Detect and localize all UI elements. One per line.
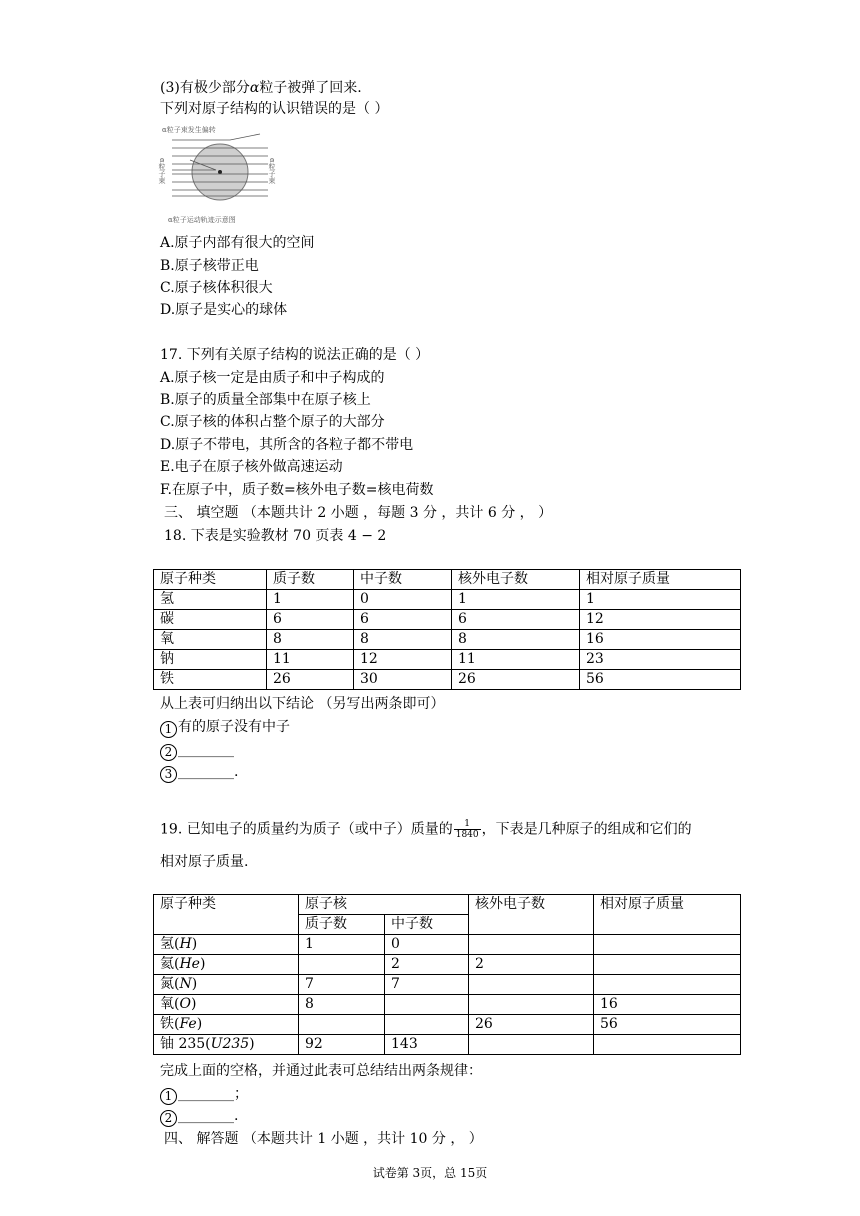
section-4-heading: 四、 解答题 （本题共计 1 小题 ，共计 10 分 ， ） xyxy=(164,1131,483,1147)
table-cell xyxy=(385,1015,469,1035)
table-cell: 11 xyxy=(267,650,354,670)
q16-option-d: D.原子是实心的球体 xyxy=(160,302,288,318)
table-row xyxy=(154,995,741,1015)
species-name: 铀 235 xyxy=(160,1036,206,1052)
table-header-cell: 中子数 xyxy=(385,915,469,935)
q18-conclusion-1 xyxy=(160,718,290,738)
table-header-row xyxy=(154,895,741,915)
table-cell: 7 xyxy=(385,975,469,995)
q16-item3 xyxy=(160,79,362,97)
table-cell: 8 xyxy=(354,630,452,650)
q17-option-f: F.在原子中，质子数=核外电子数=核电荷数 xyxy=(160,482,434,498)
table-cell: 6 xyxy=(452,610,580,630)
table-cell xyxy=(469,935,594,955)
q19-stem-prefix: 19. 已知电子的质量约为质子（或中子）质量的 xyxy=(160,821,453,838)
table-row xyxy=(154,590,741,610)
table-header-cell: 核外电子数 xyxy=(469,895,594,935)
q18-table xyxy=(153,569,741,690)
section-3-heading: 三、 填空题 （本题共计 2 小题 ，每题 3 分 ，共计 6 分 ， ） xyxy=(164,505,553,521)
table-cell: 8 xyxy=(267,630,354,650)
table-cell xyxy=(594,975,741,995)
table-cell: 铀 235(U235) xyxy=(154,1035,299,1055)
table-cell xyxy=(469,995,594,1015)
species-symbol: O xyxy=(179,996,191,1012)
q19-rule-1 xyxy=(160,1085,248,1105)
circled-number: 2 xyxy=(160,1110,177,1127)
table-cell: 氢(H) xyxy=(154,935,299,955)
answer-blank[interactable]: ________； xyxy=(178,1086,248,1102)
q17-option-e: E.电子在原子核外做高速运动 xyxy=(160,459,343,475)
q17-option-d: D.原子不带电，其所含的各粒子都不带电 xyxy=(160,437,414,453)
fraction-numerator: 1 xyxy=(454,819,481,830)
table-cell: 11 xyxy=(452,650,580,670)
table-header-cell: 核外电子数 xyxy=(452,570,580,590)
table-cell: 143 xyxy=(385,1035,469,1055)
species-name: 氧 xyxy=(160,996,174,1012)
table-row xyxy=(154,670,741,690)
q19-stem-suffix: ，下表是几种原子的组成和它们的 xyxy=(481,821,692,838)
table-cell: 1 xyxy=(452,590,580,610)
table-cell: 30 xyxy=(354,670,452,690)
q19-stem-line2: 相对原子质量. xyxy=(160,854,249,870)
q16-item3-prefix: (3)有极少部分 xyxy=(160,80,250,96)
table-cell: 铁 xyxy=(154,670,267,690)
species-name: 铁 xyxy=(160,1016,174,1032)
q19-table xyxy=(153,894,741,1055)
nucleus-dot xyxy=(218,170,222,174)
table-cell: 2 xyxy=(469,955,594,975)
q19-after-text: 完成上面的空格，并通过此表可总结结出两条规律： xyxy=(160,1063,482,1079)
table-row xyxy=(154,610,741,630)
table-cell: 铁(Fe) xyxy=(154,1015,299,1035)
fraction xyxy=(454,819,481,840)
table-cell: 26 xyxy=(452,670,580,690)
circled-number: 1 xyxy=(160,721,177,738)
table-cell xyxy=(469,1035,594,1055)
table-cell: 23 xyxy=(580,650,741,670)
table-cell: 氦(He) xyxy=(154,955,299,975)
table-row xyxy=(154,975,741,995)
table-cell xyxy=(385,995,469,1015)
table-cell: 1 xyxy=(267,590,354,610)
answer-blank[interactable]: ________. xyxy=(178,764,239,780)
q16-question: 下列对原子结构的认识错误的是（ ） xyxy=(160,101,389,117)
table-row xyxy=(154,1035,741,1055)
circled-number: 3 xyxy=(160,766,177,783)
table-header-cell: 原子种类 xyxy=(154,895,299,935)
q16-option-c: C.原子核体积很大 xyxy=(160,280,273,296)
q17-stem: 17. 下列有关原子结构的说法正确的是（ ） xyxy=(160,347,430,363)
table-row xyxy=(154,955,741,975)
table-cell: 钠 xyxy=(154,650,267,670)
table-cell xyxy=(594,1035,741,1055)
table-header-row xyxy=(154,570,741,590)
table-cell: 碳 xyxy=(154,610,267,630)
table-cell: 1 xyxy=(299,935,385,955)
table-cell: 氧(O) xyxy=(154,995,299,1015)
table-cell: 56 xyxy=(594,1015,741,1035)
table-cell: 0 xyxy=(354,590,452,610)
table-cell: 8 xyxy=(299,995,385,1015)
table-cell: 16 xyxy=(594,995,741,1015)
answer-blank[interactable]: ________. xyxy=(178,1108,239,1124)
table-row xyxy=(154,630,741,650)
table-header-cell: 质子数 xyxy=(299,915,385,935)
figure-label-left: α粒子束 xyxy=(158,158,166,184)
table-row xyxy=(154,1015,741,1035)
table-cell: 92 xyxy=(299,1035,385,1055)
table-cell: 2 xyxy=(385,955,469,975)
alpha-symbol: α xyxy=(249,80,260,96)
table-cell xyxy=(594,935,741,955)
table-header-cell: 质子数 xyxy=(267,570,354,590)
table-cell: 16 xyxy=(580,630,741,650)
table-header-cell: 相对原子质量 xyxy=(594,895,741,935)
table-header-cell: 相对原子质量 xyxy=(580,570,741,590)
q18-conclusion-3 xyxy=(160,763,238,783)
table-cell: 8 xyxy=(452,630,580,650)
table-cell xyxy=(469,975,594,995)
table-row xyxy=(154,650,741,670)
table-cell: 7 xyxy=(299,975,385,995)
conclusion-text: 有的原子没有中子 xyxy=(178,719,290,735)
q18-stem: 18. 下表是实验教材 70 页表 4 − 2 xyxy=(164,528,387,544)
table-cell: 12 xyxy=(580,610,741,630)
q17-option-c: C.原子核的体积占整个原子的大部分 xyxy=(160,414,385,430)
figure-label-top: α粒子束发生偏转 xyxy=(162,126,216,134)
figure-label-right: α粒子束 xyxy=(268,158,276,184)
q18-conclusion-2 xyxy=(160,741,234,761)
table-header-cell: 原子种类 xyxy=(154,570,267,590)
q19-rule-2 xyxy=(160,1107,238,1127)
table-cell: 6 xyxy=(354,610,452,630)
figure-caption: α粒子运动轨迹示意图 xyxy=(168,216,236,224)
species-symbol: He xyxy=(179,956,200,972)
species-symbol: N xyxy=(179,976,192,992)
circled-number: 1 xyxy=(160,1088,177,1105)
table-cell: 1 xyxy=(580,590,741,610)
q19-stem-line1 xyxy=(160,819,692,840)
table-cell: 氢 xyxy=(154,590,267,610)
q16-item3-suffix: 粒子被弹了回来. xyxy=(259,80,362,96)
table-cell: 26 xyxy=(469,1015,594,1035)
q17-option-b: B.原子的质量全部集中在原子核上 xyxy=(160,392,371,408)
species-name: 氢 xyxy=(160,936,174,952)
table-row xyxy=(154,935,741,955)
table-cell: 0 xyxy=(385,935,469,955)
table-cell: 氧 xyxy=(154,630,267,650)
species-symbol: Fe xyxy=(179,1016,197,1032)
species-name: 氦 xyxy=(160,956,174,972)
q18-conclusion-intro: 从上表可归纳出以下结论 （另写出两条即可） xyxy=(160,696,445,712)
q16-option-b: B.原子核带正电 xyxy=(160,258,259,274)
q17-option-a: A.原子核一定是由质子和中子构成的 xyxy=(160,370,385,386)
table-cell: 氮(N) xyxy=(154,975,299,995)
species-symbol: U235 xyxy=(210,1036,250,1052)
table-cell: 56 xyxy=(580,670,741,690)
circled-number: 2 xyxy=(160,744,177,761)
alpha-scattering-diagram xyxy=(160,124,280,228)
answer-blank[interactable]: ________ xyxy=(178,742,234,758)
table-cell xyxy=(299,1015,385,1035)
table-cell: 26 xyxy=(267,670,354,690)
alpha-scattering-figure xyxy=(160,124,280,228)
table-cell xyxy=(594,955,741,975)
table-header-cell: 中子数 xyxy=(354,570,452,590)
table-cell: 6 xyxy=(267,610,354,630)
table-header-cell: 原子核 xyxy=(299,895,469,915)
species-name: 氮 xyxy=(160,976,174,992)
q16-option-a: A.原子内部有很大的空间 xyxy=(160,235,315,251)
table-cell: 12 xyxy=(354,650,452,670)
fraction-denominator: 1840 xyxy=(455,830,479,840)
table-cell xyxy=(299,955,385,975)
species-symbol: H xyxy=(179,936,192,952)
page-footer: 试卷第 3页，总 15页 xyxy=(372,1166,488,1180)
